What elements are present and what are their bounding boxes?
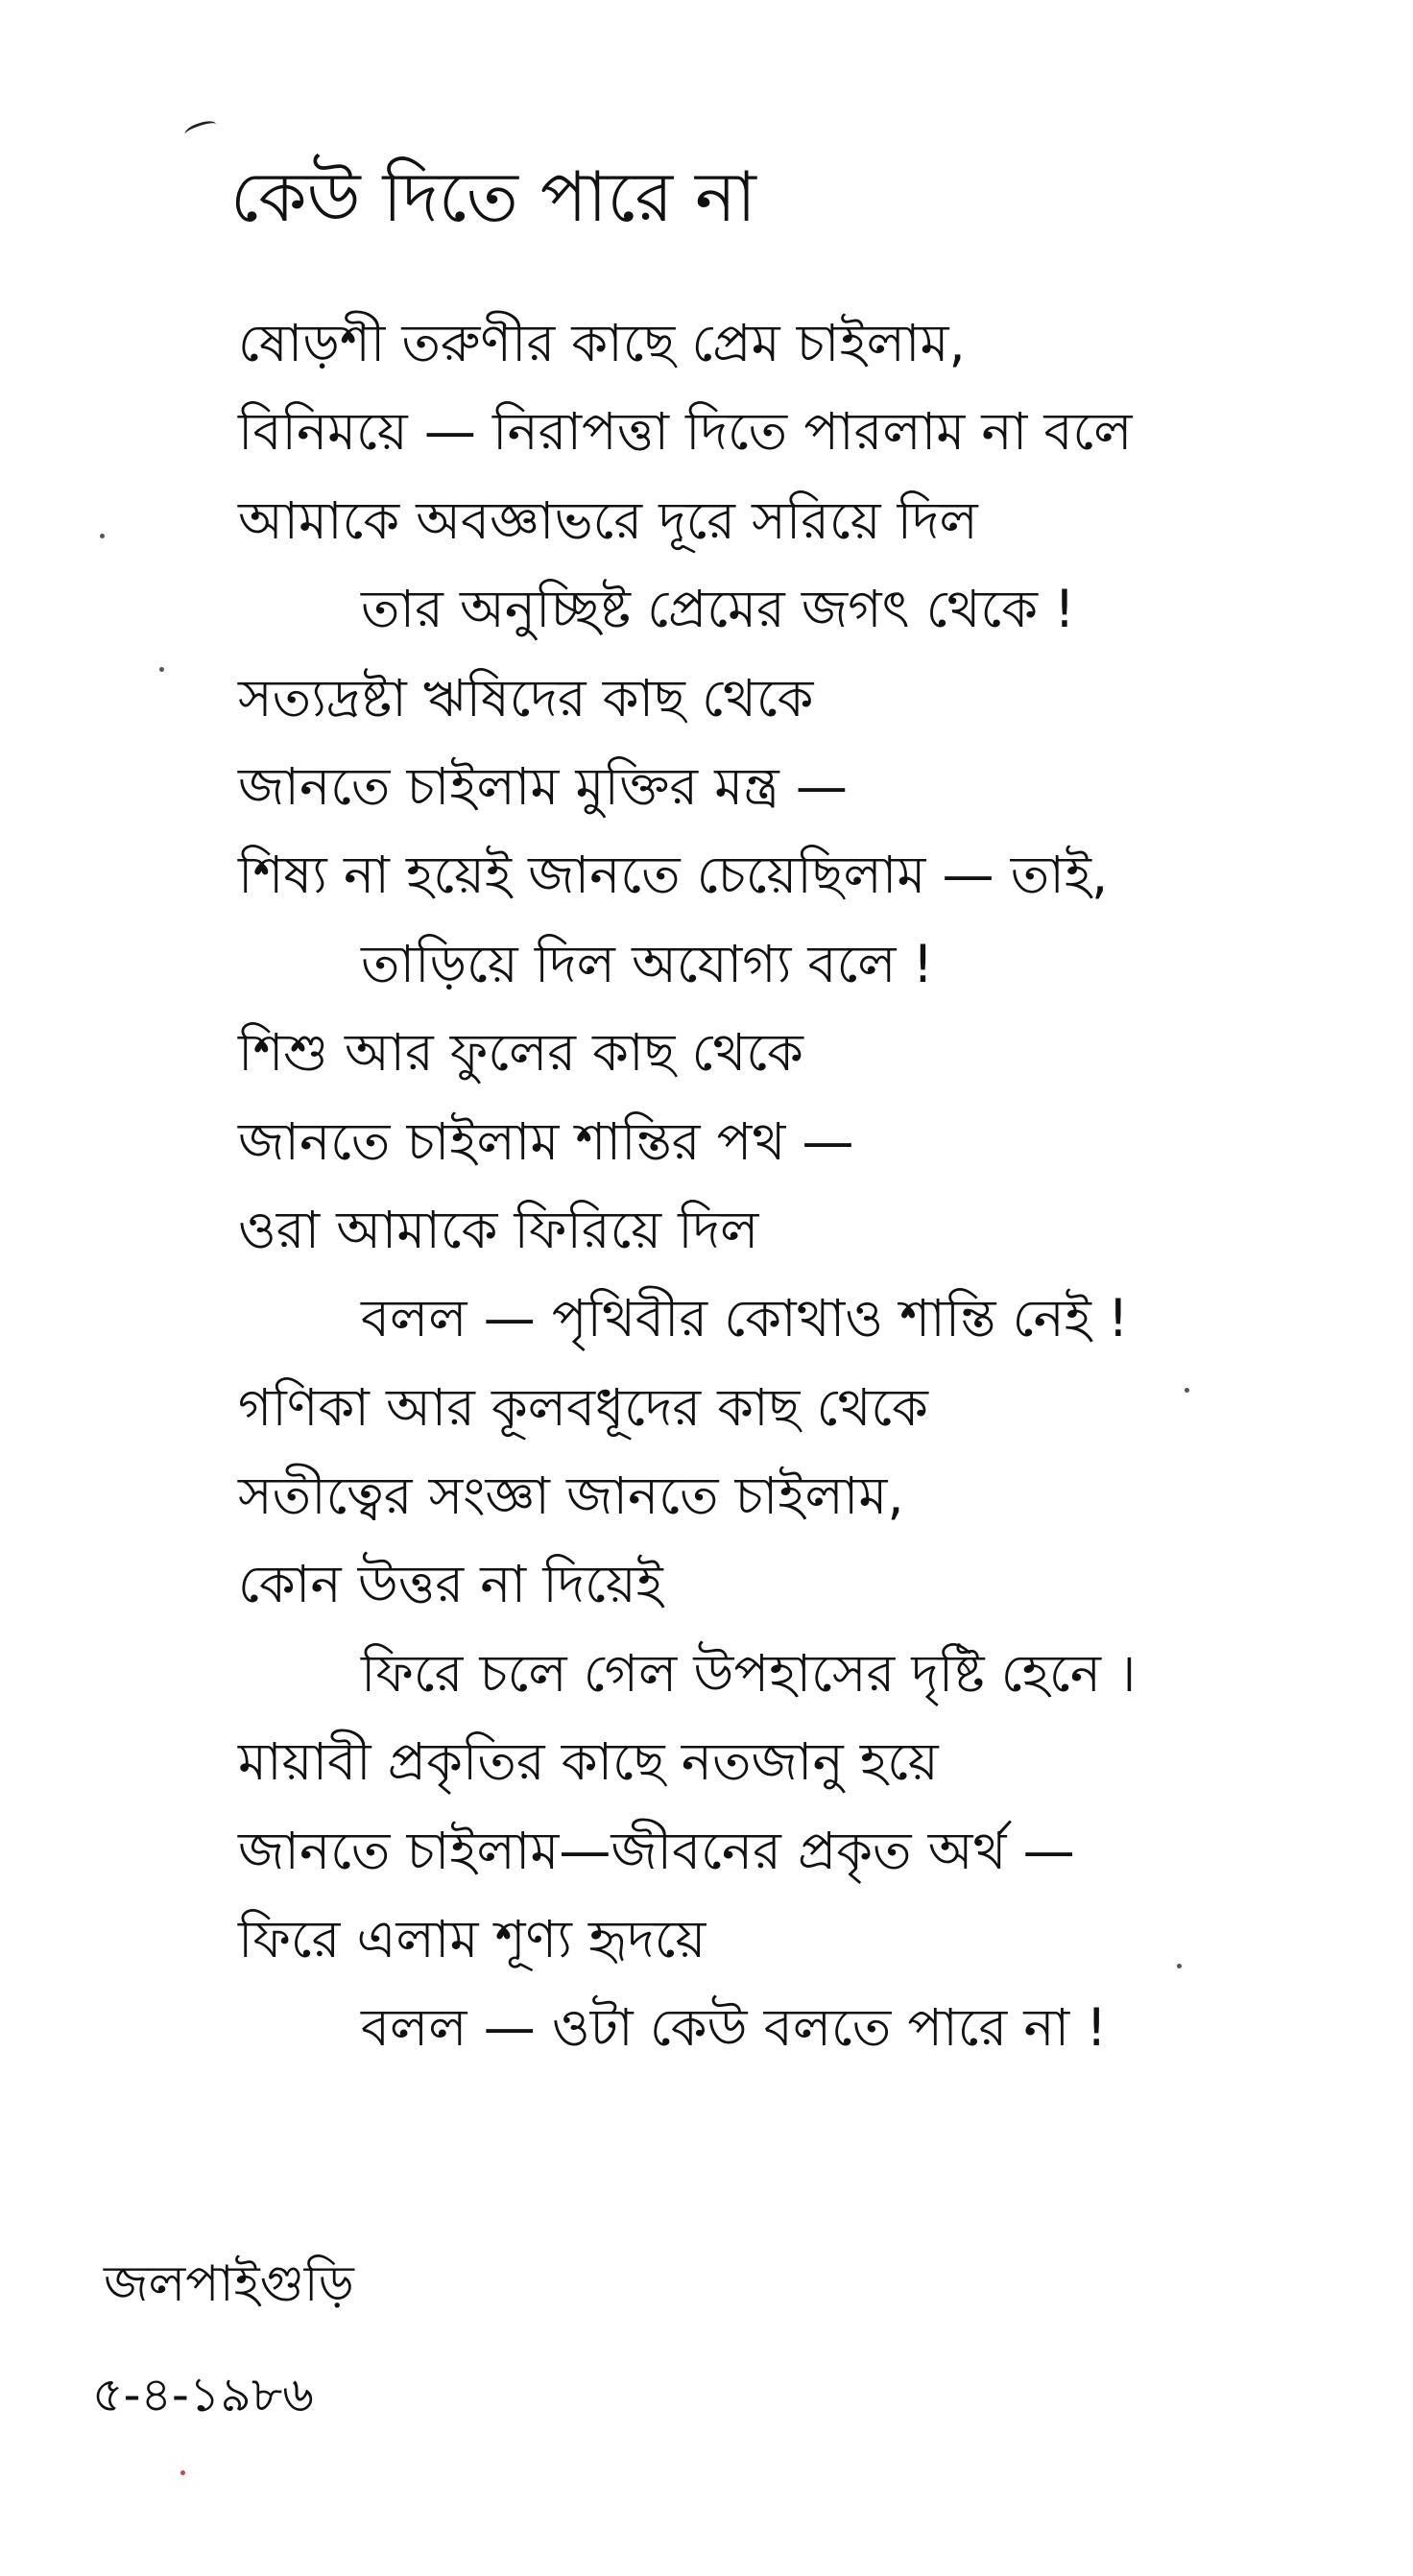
poem-date: ৫-৪-১৯৮৬ [92,2367,314,2422]
poem-line: কোন উত্তর না দিয়েই [238,1554,663,1615]
poem-line-indented: ফিরে চলে গেল উপহাসের দৃষ্টি হেনে । [361,1642,1137,1704]
poem-line: আমাকে অবজ্ঞাভরে দূরে সরিয়ে দিল [238,489,978,551]
poem-line-indented: বলল — পৃথিবীর কোথাও শান্তি নেই ! [361,1288,1129,1349]
paper-speck [180,2470,185,2475]
poem-line: জানতে চাইলাম মুক্তির মন্ত্র — [238,755,848,817]
poem-line: সতীত্বের সংজ্ঞা জানতে চাইলাম, [238,1466,904,1527]
title-mark [183,118,218,140]
paper-speck [1185,1388,1189,1393]
poem-line: জানতে চাইলাম শান্তির পথ — [238,1110,854,1172]
poem-line: ষোড়শী তরুণীর কাছে প্রেম চাইলাম, [238,313,966,373]
poem-line: জানতে চাইলাম—জীবনের প্রকৃত অর্থ — [238,1820,1075,1881]
poem-line: শিষ্য না হয়েই জানতে চেয়েছিলাম — তাই, [238,845,1109,906]
place-name: জলপাইগুড়ি [104,2255,354,2313]
poem-body [238,299,1390,2073]
poem-line: গণিকা আর কূলবধূদের কাছ থেকে [238,1376,928,1438]
paper-speck [100,534,105,538]
poem-line: বিনিময়ে — নিরাপত্তা দিতে পারলাম না বলে [238,401,1133,463]
paper-speck [159,667,164,672]
poem-line-indented: তাড়িয়ে দিল অযোগ্য বলে ! [361,933,934,994]
poem-line: ফিরে এলাম শূণ্য হৃদয়ে [238,1909,706,1970]
poem-line-indented: বলল — ওটা কেউ বলতে পারে না ! [361,1997,1108,2059]
poem-title: কেউ দিতে পারে না [230,156,756,237]
poem-line: মায়াবী প্রকৃতির কাছে নতজানু হয়ে [238,1731,939,1793]
poem-line: সত্যদ্রষ্টা ঋষিদের কাছ থেকে [238,667,814,728]
poem-line: শিশু আর ফুলের কাছ থেকে [238,1022,803,1084]
poem-line-indented: তার অনুচ্ছিষ্ট প্রেমের জগৎ থেকে ! [361,579,1075,640]
poem-line: ওরা আমাকে ফিরিয়ে দিল [238,1199,759,1260]
paper-speck [1177,1964,1182,1968]
